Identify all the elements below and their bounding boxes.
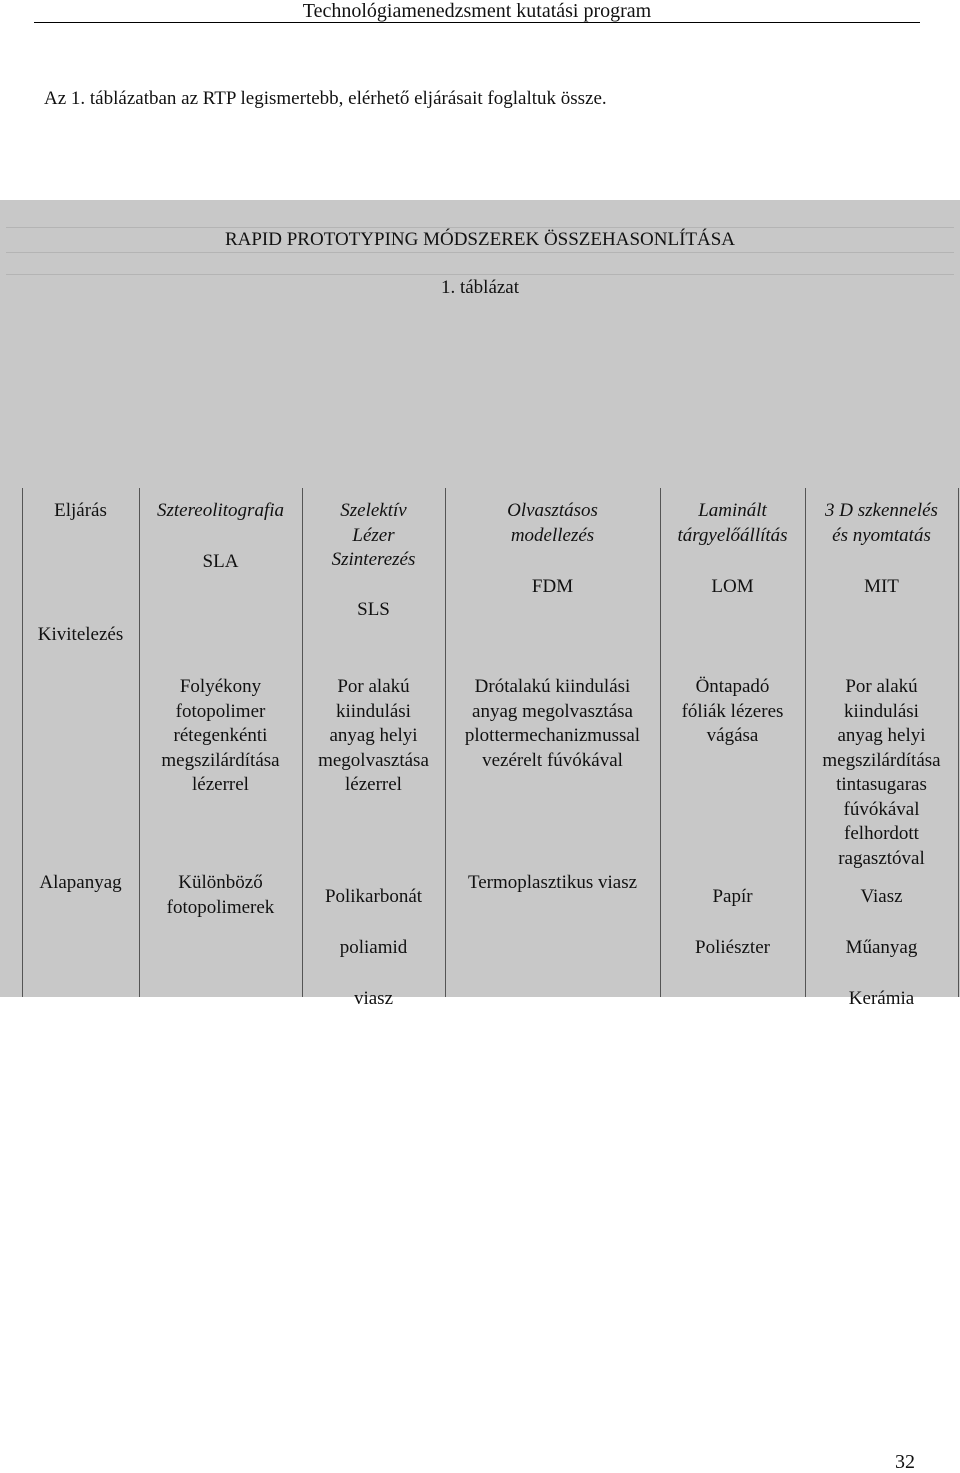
alapanyag-fdm: Termoplasztikus viasz	[467, 872, 638, 893]
table-number: 1. táblázat	[440, 277, 520, 298]
table-rule	[6, 274, 954, 275]
intro-paragraph: Az 1. táblázatban az RTP legismertebb, elérhető eljárásait foglaltuk össze.	[44, 88, 607, 109]
method-name-fdm: Olvasztásos modellezés	[507, 500, 598, 546]
alapanyag-lom: Papír Poliészter	[695, 886, 770, 958]
alapanyag-sls: Polikarbonát poliamid viasz	[324, 886, 423, 1009]
kivitelezes-lom: Öntapadó fóliák lézeres vágása	[681, 676, 784, 746]
method-abbr-fdm: FDM	[531, 576, 574, 597]
page-header: Technológiamenedzsment kutatási program	[34, 0, 920, 23]
column-divider	[958, 488, 959, 997]
kivitelezes-fdm: Drótalakú kiindulási anyag megolvasztása plottermechanizmussal vezérelt fúvókával	[464, 676, 641, 771]
method-abbr-sla: SLA	[202, 551, 239, 572]
method-name-sls: Szelektív Lézer Szinterezés	[331, 500, 416, 570]
kivitelezes-sls: Por alakú kiindulási anyag helyi megolvasztása lézerrel	[318, 676, 429, 795]
kivitelezes-mit: Por alakú kiindulási anyag helyi megszilárdítása tintasugaras fúvókával felhordott ragasztóval	[822, 676, 941, 869]
method-abbr-lom: LOM	[711, 576, 754, 597]
table-rule	[6, 227, 954, 228]
row-label-kivitelezes: Kivitelezés	[37, 624, 124, 645]
row-label-alapanyag: Alapanyag	[39, 872, 122, 893]
page-number: 32	[895, 1451, 915, 1473]
alapanyag-sla: Különböző fotopolimerek	[166, 872, 275, 918]
row-label-eljaras: Eljárás	[54, 500, 107, 521]
alapanyag-mit: Viasz Műanyag Kerámia	[845, 886, 918, 1009]
column-divider	[22, 488, 23, 997]
method-name-sla: Sztereolitografia	[156, 500, 285, 521]
method-abbr-mit: MIT	[864, 576, 899, 597]
kivitelezes-sla: Folyékony fotopolimer rétegenkénti megszilárdítása lézerrel	[161, 676, 280, 795]
table-rule	[6, 252, 954, 253]
method-name-lom: Laminált tárgyelőállítás	[677, 500, 788, 546]
method-name-mit: 3 D szkennelés és nyomtatás	[825, 500, 938, 546]
method-abbr-sls: SLS	[357, 599, 390, 620]
table-title: RAPID PROTOTYPING MÓDSZEREK ÖSSZEHASONLÍTÁSA	[224, 229, 736, 250]
